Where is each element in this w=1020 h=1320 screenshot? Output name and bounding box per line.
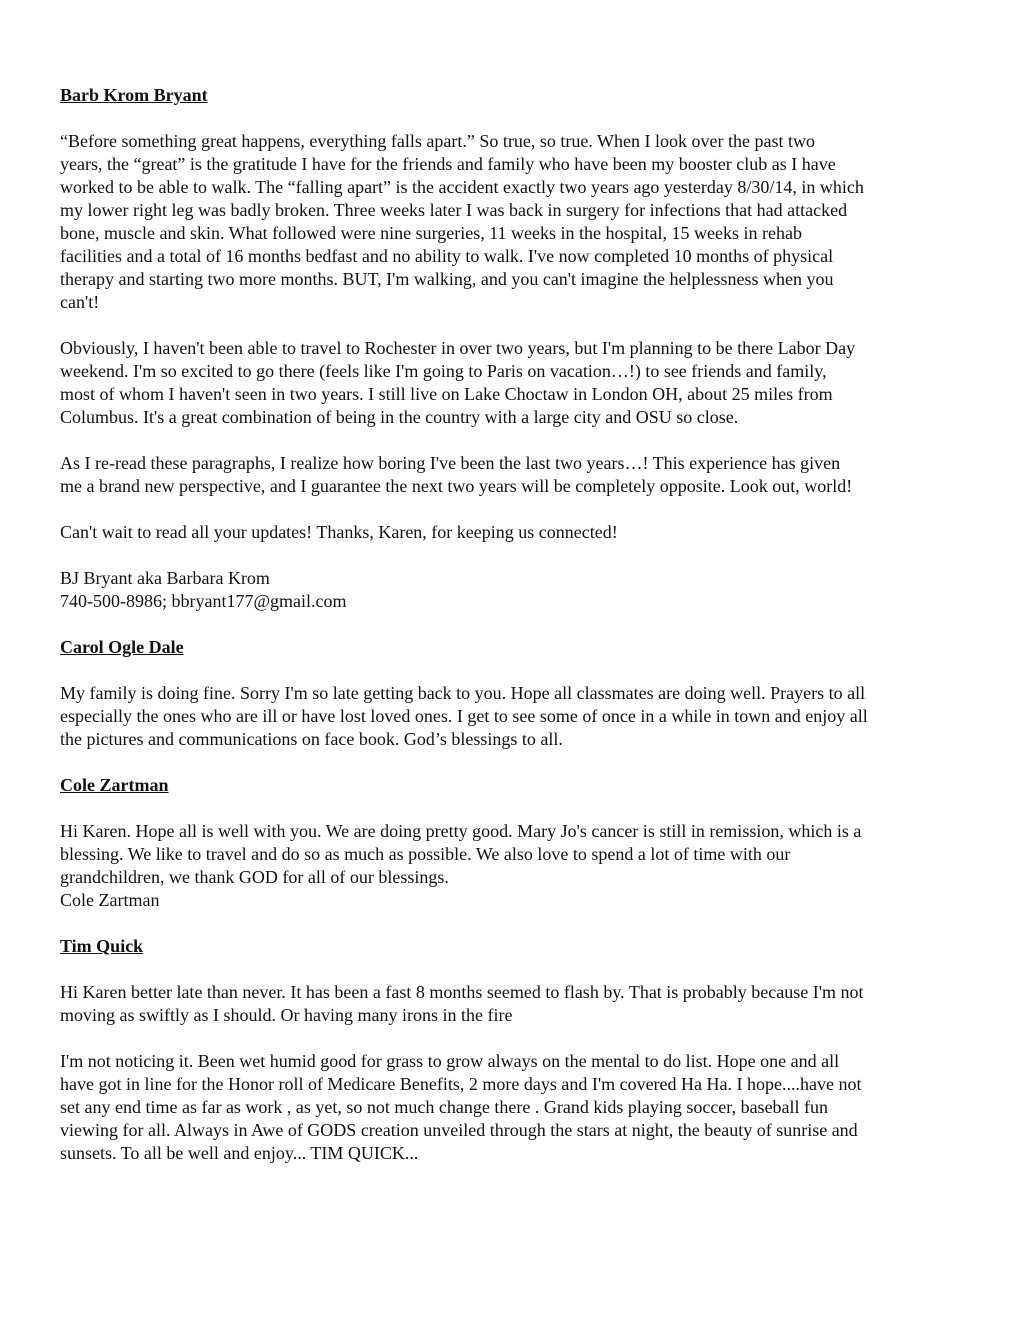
paragraph	[60, 820, 965, 912]
text-line: sunsets. To all be well and enjoy... TIM QUICK...	[60, 1143, 419, 1163]
text-line: “Before something great happens, everything falls apart.” So true, so true. When I look over the past two	[60, 131, 815, 151]
text-line: worked to be able to walk. The “falling apart” is the accident exactly two years ago yesterday 8/30/14, in which	[60, 177, 864, 197]
text-line: weekend. I'm so excited to go there (feels like I'm going to Paris on vacation…!) to see friends and family,	[60, 361, 827, 381]
text-line: my lower right leg was badly broken. Three weeks later I was back in surgery for infections that had attacked	[60, 200, 848, 220]
document-page	[60, 84, 965, 1188]
text-line: most of whom I haven't seen in two years. I still live on Lake Choctaw in London OH, about 25 miles from	[60, 384, 833, 404]
text-line: bone, muscle and skin. What followed were nine surgeries, 11 weeks in the hospital, 15 weeks in rehab	[60, 223, 802, 243]
text-line: have got in line for the Honor roll of Medicare Benefits, 2 more days and I'm covered Ha Ha. I hope....have not	[60, 1074, 862, 1094]
paragraph	[60, 981, 965, 1027]
paragraph	[60, 521, 965, 544]
section-heading: Carol Ogle Dale	[60, 637, 184, 657]
text-line: the pictures and communications on face book. God’s blessings to all.	[60, 729, 563, 749]
text-line: can't!	[60, 292, 100, 312]
text-line: I'm not noticing it. Been wet humid good for grass to grow always on the mental to do list. Hope one and all	[60, 1051, 840, 1071]
contact-info: 740-500-8986; bbryant177@gmail.com	[60, 591, 347, 611]
section-barb-krom-bryant	[60, 84, 965, 613]
text-line: set any end time as far as work , as yet, so not much change there . Grand kids playing soccer, baseball fun	[60, 1097, 829, 1117]
paragraph	[60, 130, 965, 314]
text-line: moving as swiftly as I should. Or having many irons in the fire	[60, 1005, 513, 1025]
section-cole-zartman	[60, 774, 965, 912]
paragraph	[60, 452, 965, 498]
paragraph	[60, 337, 965, 429]
signature-block	[60, 567, 965, 613]
paragraph	[60, 682, 965, 751]
section-carol-ogle-dale	[60, 636, 965, 751]
text-line: facilities and a total of 16 months bedfast and no ability to walk. I've now completed 10 months of physical	[60, 246, 834, 266]
text-line: viewing for all. Always in Awe of GODS creation unveiled through the stars at night, the beauty of sunrise and	[60, 1120, 858, 1140]
signature-name: BJ Bryant aka Barbara Krom	[60, 568, 270, 588]
text-line: Obviously, I haven't been able to travel to Rochester in over two years, but I'm planning to be there Labor Day	[60, 338, 856, 358]
text-line: me a brand new perspective, and I guarantee the next two years will be completely opposite. Look out, world!	[60, 476, 853, 496]
section-heading: Tim Quick	[60, 936, 144, 956]
text-line: grandchildren, we thank GOD for all of our blessings.	[60, 867, 449, 887]
text-line: Columbus. It's a great combination of being in the country with a large city and OSU so close.	[60, 407, 739, 427]
text-line: As I re-read these paragraphs, I realize how boring I've been the last two years…! This experience has given	[60, 453, 841, 473]
text-line: Can't wait to read all your updates! Thanks, Karen, for keeping us connected!	[60, 522, 618, 542]
section-heading: Cole Zartman	[60, 775, 169, 795]
section-heading: Barb Krom Bryant	[60, 85, 208, 105]
section-tim-quick	[60, 935, 965, 1165]
text-line: years, the “great” is the gratitude I have for the friends and family who have been my booster club as I have	[60, 154, 836, 174]
text-line: Hi Karen better late than never. It has been a fast 8 months seemed to flash by. That is probably because I'm not	[60, 982, 864, 1002]
text-line: especially the ones who are ill or have lost loved ones. I get to see some of once in a while in town and enjoy all	[60, 706, 868, 726]
paragraph	[60, 1050, 965, 1165]
text-line: therapy and starting two more months. BUT, I'm walking, and you can't imagine the helplessness when you	[60, 269, 834, 289]
signature-name: Cole Zartman	[60, 890, 160, 910]
text-line: blessing. We like to travel and do so as much as possible. We also love to spend a lot of time with our	[60, 844, 791, 864]
text-line: My family is doing fine. Sorry I'm so late getting back to you. Hope all classmates are doing well. Prayers to all	[60, 683, 866, 703]
text-line: Hi Karen. Hope all is well with you. We are doing pretty good. Mary Jo's cancer is still in remission, which is a	[60, 821, 862, 841]
